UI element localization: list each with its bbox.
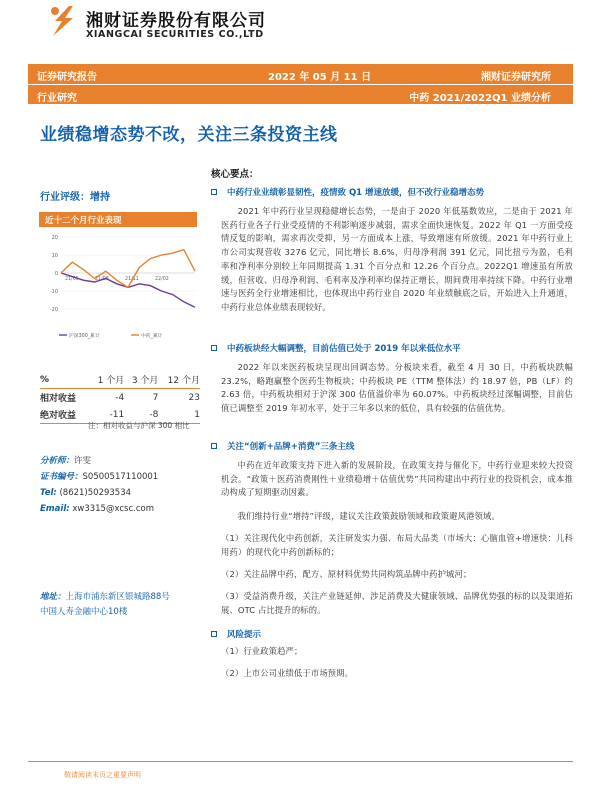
- tel-number: (8621)50293534: [59, 488, 132, 498]
- table-note: 注：相对收益与沪深 300 相比: [88, 421, 190, 430]
- section-2-paragraph: 2022 年以来医药板块呈现出回调态势。分板块来看，截至 4 月 30 日，中药板块跌幅 23.2%，略跑赢整个医药生物板块；中药板块 PE（TTM 整体法）约 18.97 倍，PB（LF）约 2.63 倍，中药板块相对于沪深 300 估值溢价率为 60.07%。中药板块经过深幅调整，目前估值已调整至 2019 年初水平，处于三年多以来的低位，具有较强的估值优势。: [221, 362, 573, 414]
- table-cell: 绝对收益: [40, 406, 90, 424]
- address-line-1: 上海市浦东新区银城路88号: [65, 592, 170, 602]
- section-3-paragraph-3: （1）关注现代化中药创新，关注研发实力强、布局大品类（市场大：心脑血管+增速快：儿科用药）的现代化中药创新标的；: [221, 533, 573, 557]
- section-heading-1: [211, 186, 484, 198]
- table-header-cell: 3 个月: [124, 371, 158, 389]
- y-tick-label: 0: [54, 271, 58, 277]
- section-heading-text: 中药板块经大幅调整，目前估值已处于 2019 年以来低位水平: [227, 344, 461, 354]
- legend-label: 沪深300_累计: [69, 334, 100, 339]
- cert-number: S0500517110001: [82, 472, 159, 482]
- checkbox-bullet-icon: [211, 631, 217, 637]
- x-tick-label: 21/08: [95, 277, 109, 282]
- section-3-paragraph-1: 中药在近年政策支持下进入新的发展阶段，在政策支持与催化下，中药行业迎来较大投资机会。“政策＋医药消费刚性＋业绩稳增＋估值优势”共同构建出中药行业的投资机会，成本推动构成了短期驱动因素。: [221, 460, 573, 498]
- section-heading-2: [211, 342, 461, 354]
- industry-rating: 行业评级：增持: [40, 192, 110, 203]
- x-tick-label: 21/05: [65, 277, 79, 282]
- company-name-cn: 湘财证券股份有限公司: [86, 11, 266, 31]
- table-cell: 相对收益: [40, 394, 77, 404]
- section-heading-3: [211, 440, 354, 452]
- y-tick-label: 10: [51, 253, 58, 259]
- analyst-name: 许雯: [74, 456, 92, 466]
- legend-label: 中药_累计: [141, 334, 163, 339]
- section-heading-text: 风险提示: [227, 630, 262, 640]
- checkbox-bullet-icon: [211, 189, 217, 195]
- section-1-paragraph: 2021 年中药行业呈现稳健增长态势，一是由于 2020 年低基数效应，二是由于 2021 年医药行业各子行业受疫情的不利影响逐步减弱，需求全面快速恢复。2022 年 Q1 一方面受疫情反复的影响，需求再次受抑，另一方面成本上涨，导致增速有所放缓。2021 年中药行业上市公司实现营收 3276 亿元，同比增长 8.6%，归母净利润 391 亿元，同比扭亏为盈，毛利率和净利率分别较上年同期提高 1.31 个百分点和 12.26 个百分点。2022Q1 增速虽有所放缓，但营收、归母净利润、毛利率及净利率均保持正增长，期间费用率持续下降。中药行业增速与医药全行业增速相比，也体现出中药行业自 2020 年业绩触底之后，开始进入上升通道，中药行业总体业绩表现较好。: [221, 206, 573, 312]
- y-tick-label: 20: [51, 235, 58, 241]
- company-name-en: XIANGCAI SECURITIES CO.,LTD: [86, 29, 264, 40]
- section-3-paragraph-5: （3）受益消费升级，关注产业链延伸、涉足消费及大健康领域、品牌优势强的标的以及渠道拓展、OTC 占比提升的标的。: [221, 591, 573, 615]
- section-3-paragraph-4: （2）关注品牌中药，配方、原材料优势共同构筑品牌中药护城河；: [221, 569, 472, 579]
- section-heading-4: [211, 628, 261, 640]
- page-title: 业绩稳增态势不改，关注三条投资主线: [40, 125, 338, 145]
- report-type: 证券研究报告: [37, 72, 97, 83]
- report-header-bar: [28, 64, 573, 84]
- table-cell: -8: [124, 406, 158, 424]
- table-cell: 7: [152, 392, 159, 403]
- section-heading-text: 关注“创新+品牌+消费”三条主线: [227, 442, 355, 452]
- footer-disclaimer[interactable]: 敬请阅读末页之重要声明: [64, 771, 141, 779]
- section-heading-text: 中药行业业绩彰显韧性，疫情致 Q1 增速放缓，但不改行业稳增态势: [227, 188, 485, 198]
- report-date: 2022 年 05 月 11 日: [268, 72, 372, 83]
- address-label: 地址：: [40, 592, 66, 602]
- table-row: [40, 389, 200, 407]
- performance-table: [40, 371, 200, 424]
- table-header-cell: %: [40, 371, 90, 389]
- checkbox-bullet-icon: [211, 443, 217, 449]
- footer-divider: [28, 761, 573, 762]
- analyst-label: 分析师：: [40, 456, 75, 466]
- table-cell: -11: [90, 406, 124, 424]
- section-3-paragraph-2: 我们维持行业“增持”评级，建议关注政策鼓励领域和政策避风港领域。: [237, 511, 500, 521]
- x-tick-label: 22/02: [155, 277, 169, 282]
- address-line-2: 中国人寿金融中心10楼: [40, 607, 128, 617]
- analyst-info: [40, 453, 158, 517]
- checkbox-bullet-icon: [211, 345, 217, 351]
- chart-title: 近十二个月行业表现: [39, 212, 197, 227]
- table-cell: -4: [115, 392, 125, 403]
- address-info: [40, 590, 170, 620]
- table-cell: 1: [158, 406, 200, 424]
- report-category: 行业研究: [37, 93, 77, 104]
- y-tick-label: -10: [49, 289, 58, 295]
- email-address[interactable]: xw3315@xcsc.com: [72, 504, 154, 514]
- company-logo-icon: [47, 4, 77, 38]
- x-tick-label: 21/11: [125, 277, 139, 282]
- tel-label: Tel:: [40, 488, 57, 498]
- performance-chart: [39, 229, 199, 347]
- risk-item-2: （2）上市公司业绩低于市场预期。: [221, 668, 354, 678]
- risk-item-1: （1）行业政策趋严；: [221, 646, 303, 656]
- table-header-cell: 1 个月: [90, 371, 124, 389]
- table-cell: 23: [188, 392, 200, 403]
- core-points-title: 核心要点：: [211, 169, 259, 180]
- cert-label: 证书编号：: [40, 472, 83, 482]
- report-subheader-bar: [28, 85, 573, 104]
- table-header-cell: 12 个月: [158, 371, 200, 389]
- institute-name: 湘财证券研究所: [481, 72, 551, 83]
- report-subtitle: 中药 2021/2022Q1 业绩分析: [409, 93, 551, 104]
- table-header-row: [40, 371, 200, 389]
- y-tick-label: -20: [49, 307, 58, 313]
- email-label: Email:: [40, 504, 70, 514]
